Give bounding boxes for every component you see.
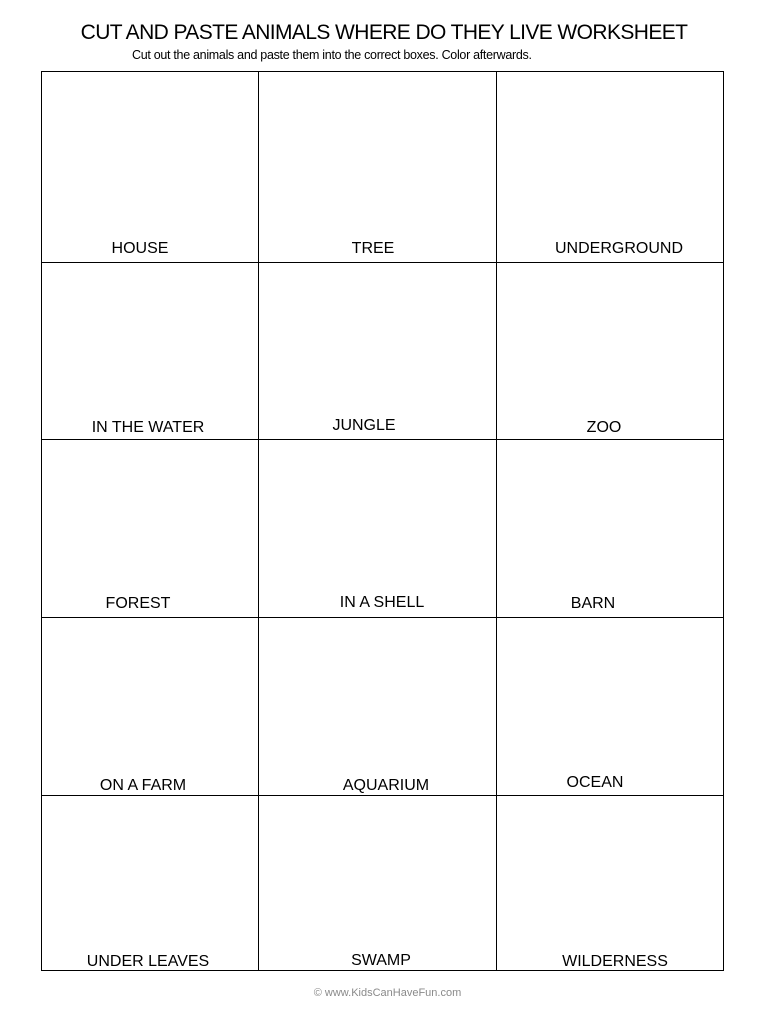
- habitat-label-jungle: JUNGLE: [332, 417, 396, 434]
- habitat-label-tree: TREE: [351, 240, 395, 257]
- worksheet-title: CUT AND PASTE ANIMALS WHERE DO THEY LIVE WORKSHEET: [80, 21, 688, 44]
- habitat-label-ocean: OCEAN: [566, 774, 624, 791]
- habitat-label-swamp: SWAMP: [351, 952, 411, 969]
- worksheet-instructions: Cut out the animals and paste them into the correct boxes. Color afterwards.: [132, 48, 532, 62]
- habitat-label-in-the-water: IN THE WATER: [91, 419, 205, 436]
- row-divider: [42, 795, 723, 796]
- column-divider: [496, 72, 497, 970]
- column-divider: [258, 72, 259, 970]
- habitat-label-barn: BARN: [570, 595, 616, 612]
- habitat-label-forest: FOREST: [105, 595, 171, 612]
- habitat-label-in-a-shell: IN A SHELL: [339, 594, 425, 611]
- row-divider: [42, 617, 723, 618]
- habitat-label-on-a-farm: ON A FARM: [99, 777, 187, 794]
- habitat-label-under-leaves: UNDER LEAVES: [86, 953, 210, 970]
- row-divider: [42, 262, 723, 263]
- habitat-grid: [41, 71, 724, 971]
- habitat-label-wilderness: WILDERNESS: [562, 953, 668, 970]
- habitat-label-zoo: ZOO: [586, 419, 622, 436]
- habitat-label-aquarium: AQUARIUM: [342, 777, 430, 794]
- habitat-label-house: HOUSE: [111, 240, 169, 257]
- habitat-label-underground: UNDERGROUND: [555, 240, 683, 257]
- row-divider: [42, 439, 723, 440]
- copyright-footer: © www.KidsCanHaveFun.com: [313, 987, 462, 999]
